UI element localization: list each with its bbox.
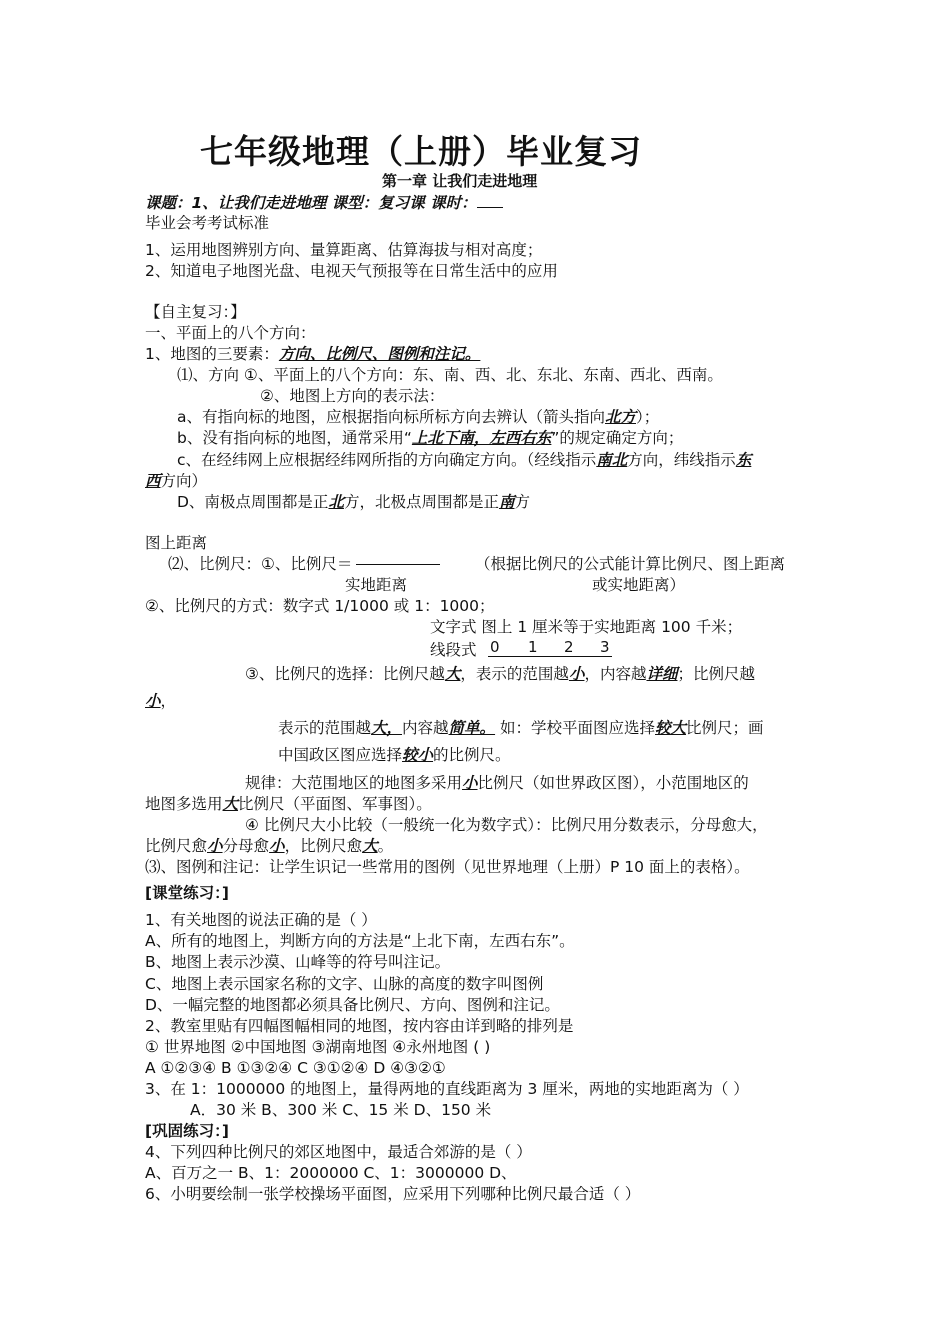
practice-line: 3、在 1：1000000 的地图上，量得两地的直线距离为 3 厘米，两地的实地距离为（ ）	[145, 1080, 749, 1098]
text: 比例尺；画	[686, 719, 764, 737]
text: 如：学校平面图应选择	[495, 719, 655, 737]
answer-text: 详细	[646, 665, 678, 683]
consolidate-line: 6、小明要绘制一张学校操场平面图，应采用下列哪种比例尺最合适（ ）	[145, 1185, 641, 1203]
text: 规律：大范围地区的地图多采用	[245, 774, 463, 792]
answer-text: 小	[207, 837, 223, 855]
text: D、南极点周围都是正	[177, 493, 329, 511]
text: 比例尺（如世界政区图），小范围地区的	[477, 774, 749, 792]
scale-line-form-label: 线段式	[430, 641, 477, 659]
direction-line-c	[177, 450, 751, 470]
text: ，表示的范围越	[460, 665, 569, 683]
consolidate-heading: [巩固练习：]	[145, 1122, 229, 1140]
text: ⑵、比例尺：①、比例尺＝	[168, 555, 353, 573]
text: 中国政区图应选择	[278, 746, 403, 764]
text: ”的规定确定方向；	[551, 429, 684, 447]
text: 表示的范围越	[278, 719, 372, 737]
scale-china	[278, 745, 511, 765]
answer-text: 东	[735, 451, 752, 469]
text: 方向，纬线指示	[627, 451, 736, 469]
answer-text: 南	[498, 493, 515, 511]
standard-item: 1、运用地图辨别方向、量算距离、估算海拔与相对高度；	[145, 241, 543, 259]
scale-numerator: 图上距离	[145, 534, 208, 552]
section-heading: 一、平面上的八个方向：	[145, 324, 316, 342]
scale-choice	[245, 664, 755, 684]
scale-compare-cont	[145, 836, 393, 856]
text: b、没有指向标的地图，通常采用“	[177, 429, 412, 447]
three-elements-line	[145, 344, 480, 364]
scale-compare: ④ 比例尺大小比较（一般统一化为数字式）：比例尺用分数表示，分母愈大，	[245, 816, 768, 834]
practice-line: B、地图上表示沙漠、山峰等的符号叫注记。	[145, 953, 451, 971]
practice-line: A ①②③④ B ①③②④ C ③①②④ D ④③②①	[145, 1059, 446, 1077]
scale-tick-label: 2	[564, 638, 574, 656]
text: 内容越	[402, 719, 449, 737]
scale-note: （根据比例尺的公式能计算比例尺、图上距离	[475, 555, 786, 573]
text: 。	[377, 837, 394, 855]
answer-text: 南北	[596, 451, 628, 469]
text: ，比例尺愈	[284, 837, 363, 855]
scale-denominator: 实地距离	[345, 576, 408, 594]
answer-text: 上北下南，左西右东	[411, 429, 552, 447]
consolidate-line: 4、下列四种比例尺的郊区地图中，最适合郊游的是（ ）	[145, 1143, 532, 1161]
practice-line: A．30 米 B、300 米 C、15 米 D、150 米	[190, 1101, 492, 1119]
direction-line-b	[177, 428, 683, 448]
direction-line-c-cont	[145, 471, 207, 491]
answer-text: 大	[222, 795, 239, 813]
scale-forms: ②、比例尺的方式：数字式 1/1000 或 1：1000；	[145, 597, 495, 615]
text: c、在经纬网上应根据经纬网所指的方向确定方向。（经线指示	[177, 451, 597, 469]
chapter-heading: 第一章 让我们走进地理	[382, 172, 538, 190]
text: 方，北极点周围都是正	[343, 493, 499, 511]
practice-line: ① 世界地图 ②中国地图 ③湖南地图 ④永州地图 ( )	[145, 1038, 491, 1056]
text: ，内容越	[584, 665, 647, 683]
direction-line: ⑴、方向 ①、平面上的八个方向：东、南、西、北、东北、东南、西北、西南。	[177, 366, 723, 384]
answer-text: 大，	[371, 719, 403, 737]
standard-heading: 毕业会考考试标准	[145, 214, 270, 232]
scale-note: 或实地距离）	[592, 576, 686, 594]
answer-text: 北方	[605, 408, 637, 426]
page-title: 七年级地理（上册）毕业复习	[200, 132, 642, 171]
text: ，	[160, 692, 177, 710]
text: 比例尺（平面图、军事图）。	[238, 795, 432, 813]
practice-line: 2、教室里贴有四幅图幅相同的地图，按内容由详到略的排列是	[145, 1017, 574, 1035]
self-review-heading: 【自主复习：】	[145, 303, 246, 321]
text: a、有指向标的地图，应根据指向标所标方向去辨认（箭头指向	[177, 408, 606, 426]
line-scale-bar	[488, 640, 612, 657]
three-elements-label: 1、地图的三要素：	[145, 345, 279, 363]
text: 地图多选用	[145, 795, 223, 813]
fraction-bar	[356, 564, 440, 565]
practice-line: D、一幅完整的地图都必须具备比例尺、方向、图例和注记。	[145, 996, 560, 1014]
direction-line-d	[177, 492, 530, 512]
answer-text: 北	[328, 493, 344, 511]
consolidate-line: A、百万之一 B、1：2000000 C、1：3000000 D、	[145, 1164, 517, 1182]
text: 的比例尺。	[433, 746, 511, 764]
practice-line: 1、有关地图的说法正确的是（ ）	[145, 911, 377, 929]
direction-line-a	[177, 407, 659, 427]
scale-text-form: 文字式 图上 1 厘米等于实地距离 100 千米；	[430, 618, 743, 636]
answer-text: 大	[362, 837, 378, 855]
text: 分母愈	[222, 837, 270, 855]
direction-line: ②、地图上方向的表示法：	[260, 387, 445, 405]
answer-text: 小	[462, 774, 478, 792]
answer-text: 简单。	[448, 719, 496, 737]
practice-line: C、地图上表示国家名称的文字、山脉的高度的数字叫图例	[145, 975, 544, 993]
scale-range	[278, 718, 764, 738]
answer-text: 较大	[655, 719, 687, 737]
lesson-meta-text: 课题：1、让我们走进地理 课型：复习课 课时：	[145, 194, 477, 212]
text: ；比例尺越	[677, 665, 755, 683]
text: 比例尺愈	[145, 837, 208, 855]
answer-text: 较小	[402, 746, 434, 764]
text: 方向）	[160, 472, 208, 490]
scale-choice-cont	[145, 691, 176, 711]
answer-text: 方向、比例尺、图例和注记。	[278, 345, 481, 363]
standard-item: 2、知道电子地图光盘、电视天气预报等在日常生活中的应用	[145, 262, 558, 280]
answer-text: 小	[145, 692, 161, 710]
answer-text: 西	[145, 472, 161, 490]
answer-text: 大	[444, 665, 461, 683]
practice-heading: [课堂练习：]	[145, 884, 229, 902]
legend-line: ⑶、图例和注记：让学生识记一些常用的图例（见世界地理（上册）P 10 面上的表格）。	[145, 858, 750, 876]
scale-tick-label: 0	[490, 638, 500, 656]
scale-tick-label: 1	[528, 638, 538, 656]
scale-tick-label: 3	[600, 638, 610, 656]
text: ）；	[636, 408, 660, 426]
answer-text: 小	[269, 837, 285, 855]
scale-rule-cont	[145, 794, 432, 814]
lesson-hours-blank	[477, 193, 503, 208]
text: 方	[514, 493, 530, 511]
lesson-meta	[145, 191, 503, 213]
practice-line: A、所有的地图上，判断方向的方法是“上北下南，左西右东”。	[145, 932, 575, 950]
scale-rule	[245, 773, 749, 793]
text: ③、比例尺的选择：比例尺越	[245, 665, 445, 683]
scale-formula	[168, 554, 444, 574]
answer-text: 小	[568, 665, 585, 683]
